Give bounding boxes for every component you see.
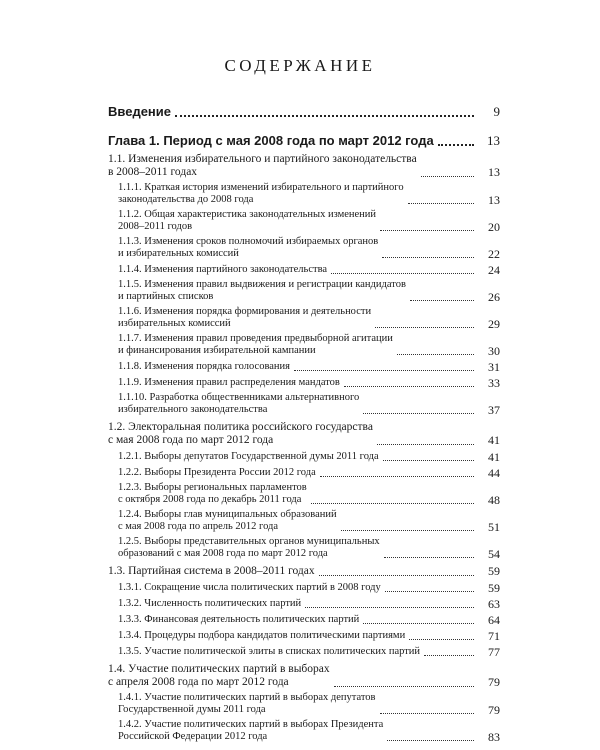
- toc-entry-page-number: 83: [488, 730, 500, 744]
- toc-entry-page-number: 59: [488, 581, 500, 595]
- dot-leader: [409, 629, 474, 640]
- dot-leader: [305, 597, 474, 608]
- toc-entry-label: 1.2.3. Выборы региональных парламентов с октября 2008 года по декабрь 2011 года: [118, 482, 307, 505]
- toc-entry-page-number: 59: [488, 564, 500, 578]
- toc-entry-label: 1.1.2. Общая характеристика законодательных изменений 2008–2011 годов: [118, 209, 377, 232]
- table-of-contents: [108, 104, 500, 743]
- toc-entry-page-number: 22: [488, 247, 500, 261]
- toc-entry-page-number: 24: [488, 263, 500, 277]
- toc-entry-page-number: 37: [488, 403, 500, 417]
- dot-leader: [380, 703, 475, 714]
- toc-entry-page-number: 51: [488, 520, 500, 534]
- toc-entry-page-number: 30: [488, 344, 500, 358]
- toc-entry-label: 1.1.6. Изменения порядка формирования и деятельности избирательных комиссий: [118, 306, 372, 329]
- dot-leader: [320, 466, 474, 477]
- dot-leader: [408, 193, 474, 204]
- dot-leader: [424, 645, 474, 656]
- dot-leader: [319, 565, 474, 576]
- dot-leader: [331, 263, 474, 274]
- toc-entry-page-number: 26: [488, 290, 500, 304]
- toc-entry-label: 1.1.9. Изменения правил распределения мандатов: [118, 377, 340, 388]
- toc-entry[interactable]: [108, 392, 500, 416]
- toc-entry-label: 1.4.2. Участие политических партий в выборах Президента Российской Федерации 2012 года: [118, 719, 384, 742]
- toc-entry[interactable]: [108, 153, 500, 179]
- toc-entry-page-number: 54: [488, 547, 500, 561]
- dot-leader: [384, 547, 474, 558]
- toc-entry[interactable]: [108, 482, 500, 506]
- toc-entry-label: Введение: [108, 104, 171, 119]
- toc-entry-label: 1.3. Партийная система в 2008–2011 годах: [108, 565, 315, 577]
- toc-entry[interactable]: [108, 597, 500, 610]
- toc-entry[interactable]: [108, 450, 500, 463]
- toc-entry[interactable]: [108, 133, 500, 148]
- toc-entry[interactable]: [108, 629, 500, 642]
- dot-leader: [383, 450, 474, 461]
- toc-entry[interactable]: [108, 663, 500, 689]
- toc-entry[interactable]: [108, 692, 500, 716]
- toc-entry[interactable]: [108, 104, 500, 119]
- toc-entry-page-number: 41: [488, 433, 500, 447]
- toc-entry-page-number: 71: [488, 629, 500, 643]
- toc-entry-page-number: 13: [488, 193, 500, 207]
- dot-leader: [294, 360, 474, 371]
- toc-entry-label: 1.4. Участие политических партий в выборах с апреля 2008 года по март 2012 года: [108, 663, 330, 688]
- toc-entry-page-number: 9: [493, 104, 500, 119]
- toc-entry[interactable]: [108, 581, 500, 594]
- toc-entry-label: 1.1. Изменения избирательного и партийного законодательства в 2008–2011 годах: [108, 153, 417, 178]
- toc-entry-label: 1.2.1. Выборы депутатов Государственной думы 2011 года: [118, 451, 379, 462]
- toc-entry[interactable]: [108, 376, 500, 389]
- dot-leader: [344, 376, 474, 387]
- toc-entry[interactable]: [108, 613, 500, 626]
- toc-entry[interactable]: [108, 279, 500, 303]
- toc-entry-page-number: 13: [487, 133, 500, 148]
- toc-entry-page-number: 20: [488, 220, 500, 234]
- dot-leader: [311, 493, 474, 504]
- toc-entry-page-number: 41: [488, 450, 500, 464]
- toc-entry-page-number: 77: [488, 645, 500, 659]
- dot-leader: [375, 317, 474, 328]
- toc-entry-page-number: 31: [488, 360, 500, 374]
- dot-leader: [363, 613, 474, 624]
- toc-entry-label: 1.3.4. Процедуры подбора кандидатов политическими партиями: [118, 630, 406, 641]
- dot-leader: [410, 290, 474, 301]
- toc-entry-label: 1.3.1. Сокращение числа политических партий в 2008 году: [118, 582, 381, 593]
- toc-entry[interactable]: [108, 509, 500, 533]
- toc-entry-page-number: 48: [488, 493, 500, 507]
- toc-entry-label: 1.1.5. Изменения правил выдвижения и регистрации кандидатов и партийных списков: [118, 279, 406, 302]
- toc-entry-label: 1.1.1. Краткая история изменений избирательного и партийного законодательства до 2008 года: [118, 182, 404, 205]
- dot-leader: [397, 344, 474, 355]
- toc-entry-page-number: 29: [488, 317, 500, 331]
- toc-entry-page-number: 79: [488, 675, 500, 689]
- toc-entry[interactable]: [108, 333, 500, 357]
- page-title: СОДЕРЖАНИЕ: [224, 56, 376, 75]
- toc-entry-label: 1.1.7. Изменения правил проведения предвыборной агитации и финансирования избирательной кампании: [118, 333, 393, 356]
- toc-entry-page-number: 63: [488, 597, 500, 611]
- toc-entry[interactable]: [108, 421, 500, 447]
- toc-entry[interactable]: [108, 565, 500, 578]
- toc-entry-label: 1.2.2. Выборы Президента России 2012 года: [118, 467, 316, 478]
- toc-entry[interactable]: [108, 466, 500, 479]
- toc-entry-page-number: 44: [488, 466, 500, 480]
- toc-entry-label: 1.2. Электоральная политика российского государства с мая 2008 года по март 2012 года: [108, 421, 373, 446]
- dot-leader: [387, 730, 474, 741]
- dot-leader: [341, 520, 474, 531]
- dot-leader: [380, 220, 474, 231]
- toc-entry[interactable]: [108, 306, 500, 330]
- toc-entry-label: 1.1.4. Изменения партийного законодательства: [118, 264, 328, 275]
- toc-entry-page-number: 13: [488, 165, 500, 179]
- dot-leader: [421, 166, 474, 177]
- dot-leader: [334, 676, 474, 687]
- toc-entry[interactable]: [108, 360, 500, 373]
- toc-entry-label: 1.2.4. Выборы глав муниципальных образований с мая 2008 года по апрель 2012 года: [118, 509, 337, 532]
- dot-leader: [363, 403, 474, 414]
- toc-entry-label: 1.2.5. Выборы представительных органов муниципальных образований с мая 2008 года по март 2012 года: [118, 536, 380, 559]
- toc-entry-label: 1.4.1. Участие политических партий в выборах депутатов Государственной думы 2011 года: [118, 692, 376, 715]
- toc-entry[interactable]: [108, 536, 500, 560]
- toc-entry[interactable]: [108, 209, 500, 233]
- toc-entry-label: 1.1.8. Изменения порядка голосования: [118, 361, 290, 372]
- toc-entry-label: 1.3.2. Численность политических партий: [118, 598, 302, 609]
- toc-entry-page-number: 33: [488, 376, 500, 390]
- dot-leader: [438, 134, 474, 146]
- toc-entry-label: 1.3.5. Участие политической элиты в списках политических партий: [118, 646, 421, 657]
- toc-entry-label: 1.1.10. Разработка общественниками альтернативного избирательного законодательства: [118, 392, 360, 415]
- dot-leader: [385, 581, 474, 592]
- toc-entry-page-number: 79: [488, 703, 500, 717]
- toc-entry-label: Глава 1. Период с мая 2008 года по март 2012 года: [108, 133, 434, 148]
- toc-entry[interactable]: [108, 719, 500, 743]
- toc-entry-label: 1.1.3. Изменения сроков полномочий избираемых органов и избирательных комиссий: [118, 236, 379, 259]
- toc-entry-label: 1.3.3. Финансовая деятельность политических партий: [118, 614, 360, 625]
- dot-leader: [175, 105, 474, 117]
- toc-entry[interactable]: [108, 236, 500, 260]
- dot-leader: [377, 434, 474, 445]
- toc-entry[interactable]: [108, 263, 500, 276]
- toc-entry-page-number: 64: [488, 613, 500, 627]
- toc-entry[interactable]: [108, 182, 500, 206]
- dot-leader: [382, 247, 474, 258]
- toc-entry[interactable]: [108, 645, 500, 658]
